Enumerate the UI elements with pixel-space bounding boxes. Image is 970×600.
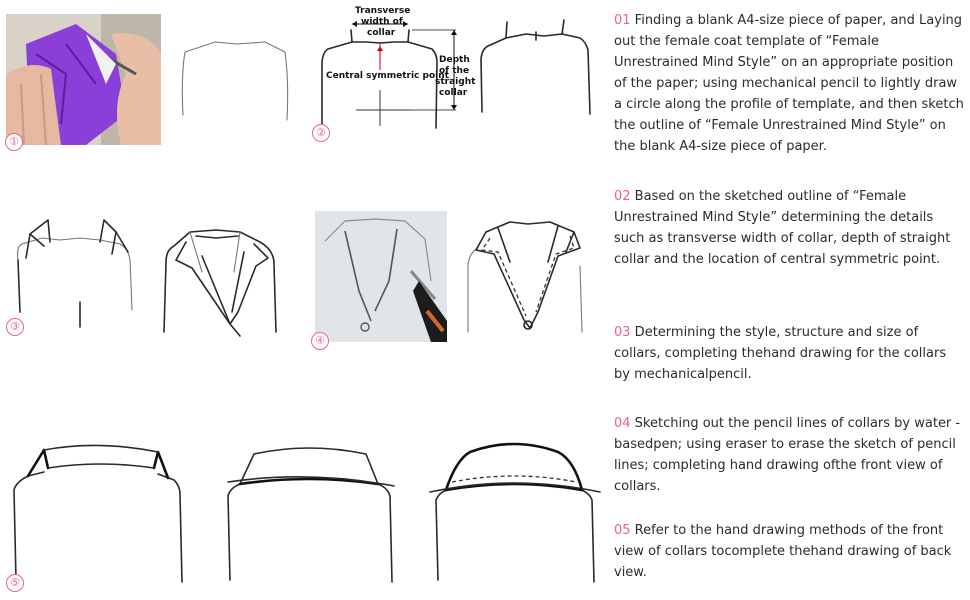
step-desc-04: Sketching out the pencil lines of collars by water -basedpen; using eraser to erase the sketch of pencil lines; completing hand drawing ofthe front view of collars. [614, 416, 961, 494]
label-depth-4: collar [439, 88, 468, 98]
sketch-collar-construction [8, 212, 153, 342]
step-marker-2: ② [312, 124, 330, 142]
label-central-point: Central symmetric point [326, 71, 449, 81]
sketch-outline [175, 30, 295, 130]
step-marker-5: ⑤ [6, 574, 24, 592]
sketch-annotated-collar [316, 2, 476, 132]
sketch-back-view-2 [218, 430, 408, 590]
step-marker-4: ④ [311, 332, 329, 350]
step-desc-03: Determining the style, structure and size of collars, completing thehand drawing for the collars by mechanicalpencil. [614, 325, 947, 382]
step-text-04 [614, 413, 964, 497]
sketch-back-view-1 [8, 430, 193, 590]
step-desc-01: Finding a blank A4-size piece of paper, and Laying out the female coat template of “Female Unrestrained Mind Style” on an appropriate position of the paper; using mechanical pencil to lightly draw a circle along the profile of template, and then sketch the outline of “Female Unrestrained Mind Style” on the blank A4-size piece of paper. [614, 13, 964, 154]
label-depth-1: Depth [439, 55, 470, 65]
label-depth-2: of the [439, 66, 470, 76]
step-num-04: 04 [614, 416, 631, 431]
sketch-lapel-inked [458, 212, 603, 342]
label-transverse-2: width of [361, 17, 403, 27]
step-text-05 [614, 520, 964, 583]
sketch-back-view-3 [426, 430, 606, 590]
step-marker-1: ① [5, 133, 23, 151]
photo-template-tracing [6, 14, 161, 145]
sketch-outline-notched [474, 14, 604, 124]
step-num-01: 01 [614, 13, 631, 28]
step-num-02: 02 [614, 189, 631, 204]
step-num-03: 03 [614, 325, 631, 340]
step-marker-3: ③ [6, 318, 24, 336]
step-text-02 [614, 186, 964, 270]
label-transverse-3: collar [367, 28, 396, 38]
sketch-lapel-pencil [156, 212, 301, 342]
label-depth-3: straight [435, 77, 476, 87]
photo-pencil-sketch [315, 211, 447, 342]
step-text-03 [614, 322, 964, 385]
step-desc-02: Based on the sketched outline of “Female Unrestrained Mind Style” determining the details such as transverse width of collar, depth of straight collar and the location of central symmetric point. [614, 189, 951, 267]
label-transverse-1: Transverse [355, 6, 411, 16]
step-desc-05: Refer to the hand drawing methods of the front view of collars tocomplete thehand drawing of back view. [614, 523, 952, 580]
step-text-01 [614, 10, 964, 157]
step-num-05: 05 [614, 523, 631, 538]
